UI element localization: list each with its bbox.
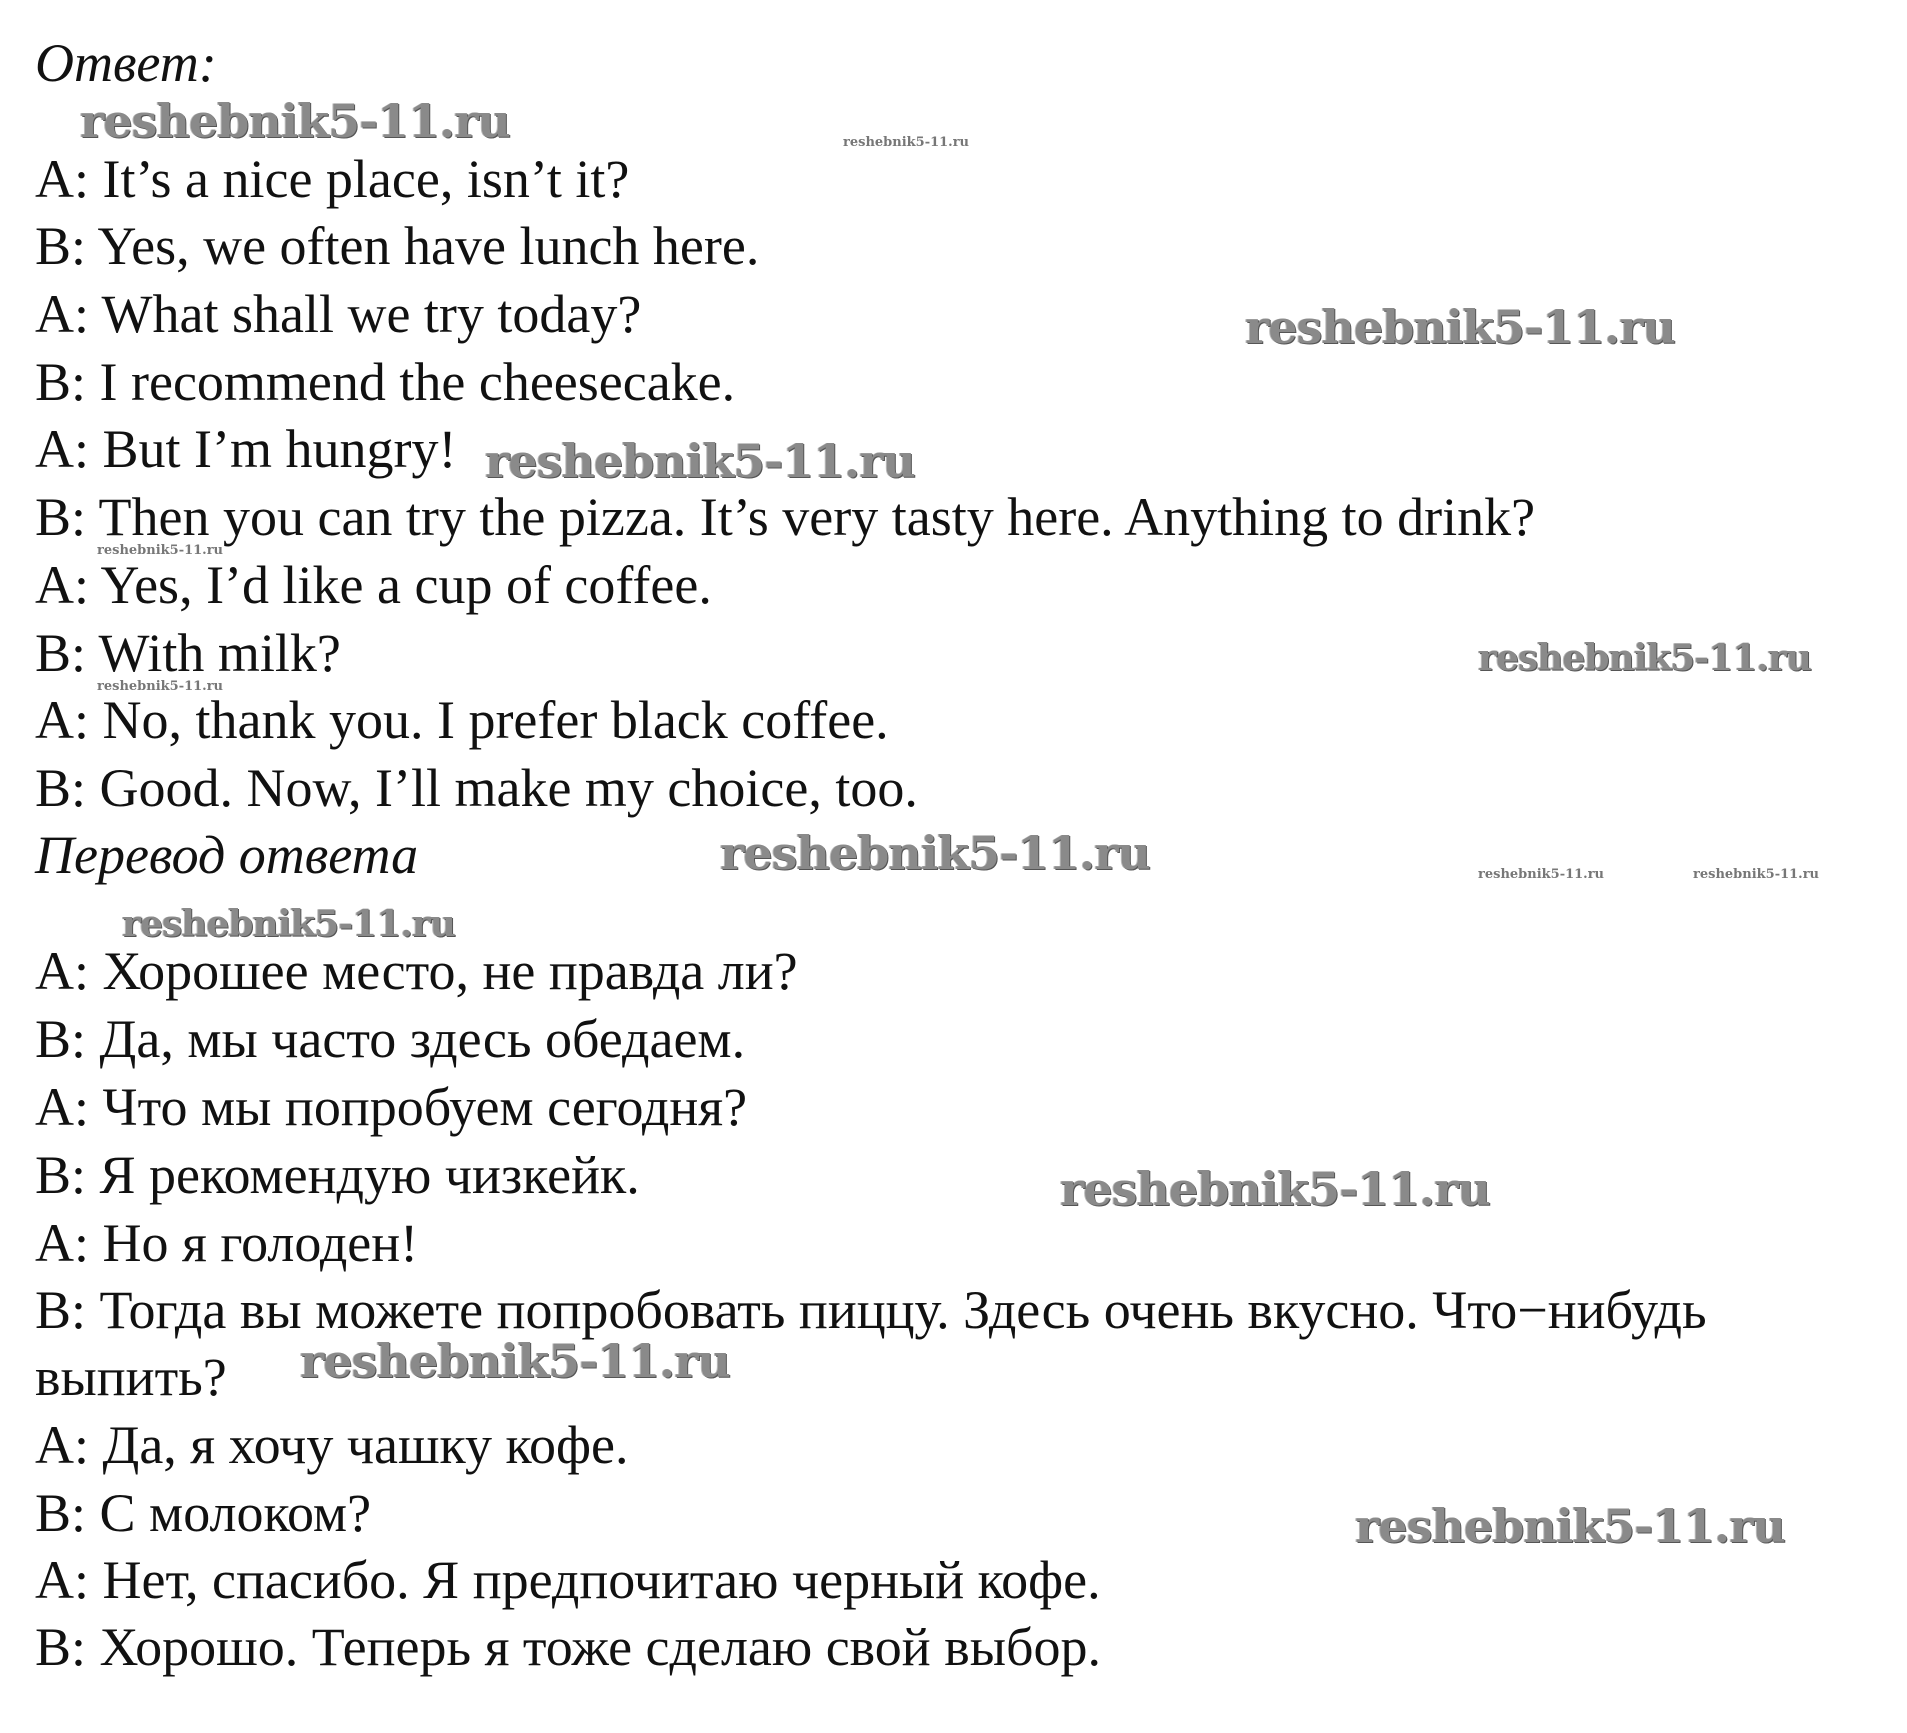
translation-line: B: С молоком?: [35, 1483, 372, 1543]
watermark: reshebnik5-11.ru: [80, 94, 510, 148]
watermark: reshebnik5-11.ru: [485, 434, 915, 488]
watermark: reshebnik5-11.ru: [1245, 300, 1675, 354]
answer-line: B: Good. Now, I’ll make my choice, too.: [35, 758, 918, 818]
answer-line: B: Then you can try the pizza. It’s very tasty here. Anything to drink?: [35, 487, 1536, 547]
answer-line: A: No, thank you. I prefer black coffee.: [35, 690, 889, 750]
translation-line: выпить?: [35, 1347, 227, 1407]
translation-heading: Перевод ответа: [35, 825, 419, 885]
translation-line: A: Да, я хочу чашку кофе.: [35, 1415, 629, 1475]
watermark: reshebnik5-11.ru: [1478, 867, 1605, 882]
translation-line: B: Я рекомендую чизкейк.: [35, 1145, 640, 1205]
watermark: reshebnik5-11.ru: [97, 679, 224, 694]
translation-line: B: Да, мы часто здесь обедаем.: [35, 1009, 746, 1069]
answer-line: B: Yes, we often have lunch here.: [35, 216, 760, 276]
translation-line: A: Нет, спасибо. Я предпочитаю черный кофе.: [35, 1550, 1101, 1610]
answer-line: B: With milk?: [35, 623, 341, 683]
watermark: reshebnik5-11.ru: [122, 903, 455, 945]
watermark: reshebnik5-11.ru: [1355, 1499, 1785, 1553]
answer-line: A: But I’m hungry!: [35, 419, 457, 479]
answer-line: B: I recommend the cheesecake.: [35, 352, 736, 412]
answer-line: A: What shall we try today?: [35, 284, 642, 344]
translation-line: B: Тогда вы можете попробовать пиццу. Здесь очень вкусно. Что−нибудь: [35, 1280, 1707, 1340]
answer-line: A: Yes, I’d like a cup of coffee.: [35, 555, 712, 615]
translation-line: B: Хорошо. Теперь я тоже сделаю свой выбор.: [35, 1617, 1101, 1677]
watermark: reshebnik5-11.ru: [720, 826, 1150, 880]
answer-line: A: It’s a nice place, isn’t it?: [35, 149, 630, 209]
answer-heading: Ответ:: [35, 33, 217, 93]
watermark: reshebnik5-11.ru: [1693, 867, 1820, 882]
watermark: reshebnik5-11.ru: [1478, 637, 1811, 679]
translation-line: A: Но я голоден!: [35, 1213, 419, 1273]
translation-line: A: Что мы попробуем сегодня?: [35, 1077, 748, 1137]
watermark: reshebnik5-11.ru: [1060, 1162, 1490, 1216]
watermark: reshebnik5-11.ru: [300, 1334, 730, 1388]
translation-line: A: Хорошее место, не правда ли?: [35, 941, 798, 1001]
watermark: reshebnik5-11.ru: [843, 135, 970, 150]
watermark: reshebnik5-11.ru: [97, 543, 224, 558]
